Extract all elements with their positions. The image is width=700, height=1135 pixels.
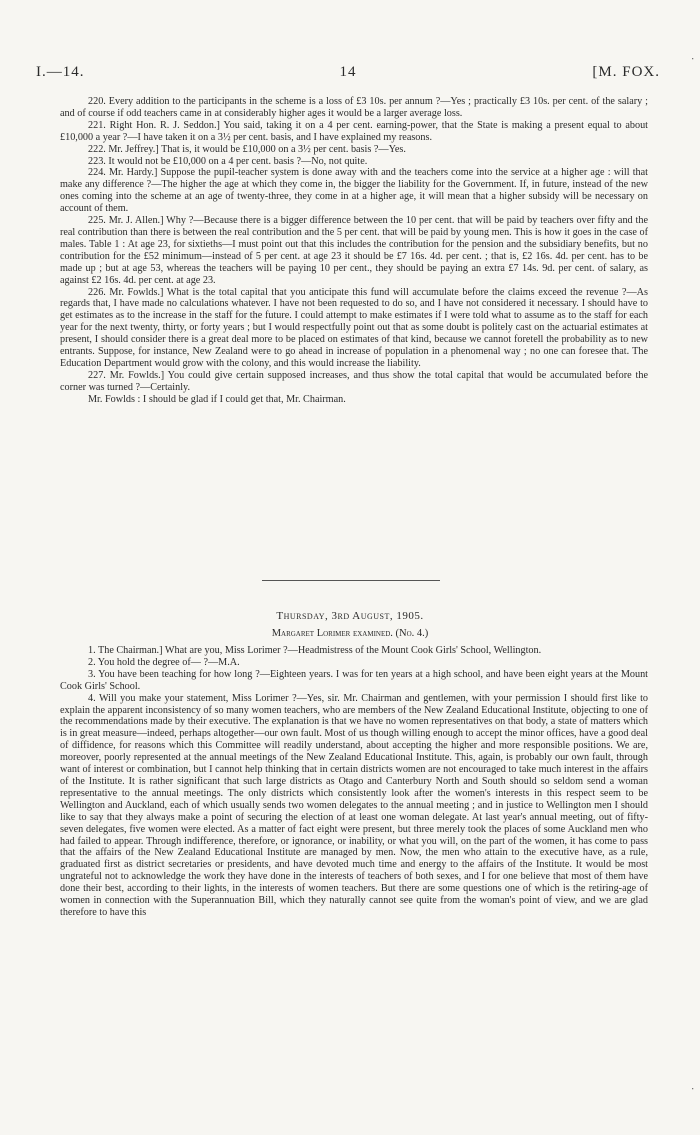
header-witness: [M. FOX. xyxy=(592,64,660,80)
page-header xyxy=(36,64,660,86)
margin-mark-top: ᐧ xyxy=(690,52,694,66)
paragraph: 220. Every addition to the participants in the scheme is a loss of £3 10s. per annum ?—Yes ; practically £3 10s. per cent. of the salary ; and of course if odd teachers came in at considerably higher ages it would be a larger average loss. xyxy=(60,96,648,119)
paragraph: 4. Will you make your statement, Miss Lorimer ?—Yes, sir. Mr. Chairman and gentlemen, with your permission I should first like to explain the apparent inconsistency of so many women teachers, who are members of the New Zealand Educational Institute, objecting to one of the recommendations made by their executive. The explanation is that we have no women representatives on that body, a state of matters which is in great measure—indeed, perhaps altogether—our own fault. Most of us though willing enough to accept the minor offices, have a good deal of diffidence, for reasons which this Committee will readily understand, about accepting the higher and more responsible positions. We are, moreover, poorly represented at the annual meetings of the New Zealand Educational Institute. This, again, is probably our own fault, through want of interest or combination, but I cannot help thinking that in certain districts women are not encouraged to take much interest in the affairs of the Institute. It is rather significant that such large districts as Otago and Canterbury North and South should so seldom send a woman representative to the annual meetings. The only districts which consistently look after the women's interests in this respect seem to be Wellington and Auckland, each of which usually sends two women delegates to the annual meeting ; and in justice to Wellington men I should like to say that they always make a point of securing the election of at least one woman delegate. At last year's annual meeting, out of fifty-seven delegates, five women were elected. As a matter of fact eight were present, but three merely took the places of some Auckland men who had failed to appear. Through indifference, therefore, or ignorance, or inability, or what you will, on the part of the women, it has come to pass that the affairs of the New Zealand Educational Institute are managed by men. Now, the men who attain to the executive have, as a rule, graduated first as district secretaries or presidents, and have devoted much time and energy to the affairs of the Institute. It would be most ungrateful not to acknowledge the work they have done in the interests of teachers of both sexes, and I for one believe that most of them have done their best, according to their lights, in the interests of women teachers. But there are some questions one of which is the retiring-age of women in connection with the Superannuation Bill, which they naturally cannot see quite from the woman's point of view, and we are glad therefore to have this xyxy=(60,692,648,918)
paragraph: 222. Mr. Jeffrey.] That is, it would be £10,000 on a 3½ per cent. basis ?—Yes. xyxy=(88,143,406,155)
witness-heading: Margaret Lorimer examined. (No. 4.) xyxy=(271,628,429,639)
date-heading: Thursday, 3rd August, 1905. xyxy=(276,610,424,622)
paragraph: 226. Mr. Fowlds.] What is the total capital that you anticipate this fund will accumulate before the claims exceed the revenue ?—As regards that, I have made no calculations whatever. I have not been requested to do so, and I have not considered it necessary. I should have to get estimates as to the increase in the staff for the future. I could attempt to make estimates if I were told what to assume as to the staff for each year for the next twenty, thirty, or forty years ; but I would respectfully point out that as some doubt is politely cast on the actuarial estimates at present, I should consider there is a great deal more to be placed on estimates of that kind, because we cannot foretell the probability as to new entrants. Suppose, for instance, New Zealand were to go ahead in increase of population in a phenomenal way ; no one can foresee that. The Education Department would grow with the colony, and this would increase the liability. xyxy=(60,286,648,369)
evidence-section-1 xyxy=(60,96,648,406)
paragraph: 2. You hold the degree of— ?—M.A. xyxy=(88,656,240,668)
paragraph: 223. It would not be £10,000 on a 4 per cent. basis ?—No, not quite. xyxy=(88,155,368,167)
margin-mark-bottom: ᐧ xyxy=(690,1082,694,1096)
header-page-number: 14 xyxy=(339,64,357,80)
paragraph: 1. The Chairman.] What are you, Miss Lorimer ?—Headmistress of the Mount Cook Girls' School, Wellington. xyxy=(88,645,542,656)
paragraph: Mr. Fowlds : I should be glad if I could get that, Mr. Chairman. xyxy=(88,393,346,405)
paragraph: 227. Mr. Fowlds.] You could give certain supposed increases, and thus show the total capital that would be accumulated before the corner was turned ?—Certainly. xyxy=(60,369,648,393)
paragraph: 221. Right Hon. R. J. Seddon.] You said, taking it on a 4 per cent. earning-power, that the State is making a present equal to about £10,000 a year ?—I have taken it on a 3½ per cent. basis, and I have explained my reasons. xyxy=(60,119,648,143)
paragraph: 224. Mr. Hardy.] Suppose the pupil-teacher system is done away with and the teachers come into the service at a higher age : will that make any difference ?—The higher the age at which they come in, the bigger the liability for the Government. If, in future, instead of the new ones coming into the scheme at an age of twenty-three, they come in at a higher age, it will mean that a higher subsidy will be necessary on account of them. xyxy=(60,167,648,215)
paragraph: 225. Mr. J. Allen.] Why ?—Because there is a bigger difference between the 10 per cent. that will be paid by teachers over fifty and the real contribution than there is between the real contribution and the 5 per cent. that will be paid by young men. This is how it goes in the case of males. Table 1 : At age 23, for sixtieths—I must point out that this includes the contribution for the pension and the subsidiary benefits, but no contribution for the £52 minimum—instead of 5 per cent. at age 23 it should be £7 16s. 4d. per cent. ; that is, £2 16s. 4d. per cent. has to be made up ; but at age 53, whereas the teachers will be paying 10 per cent., they should be paying an extra £7 14s. 9d. per cent. of salary, as against £2 16s. 4d. per cent. at age 23. xyxy=(60,215,648,286)
header-paper-ref: I.—14. xyxy=(36,64,85,80)
evidence-section-2 xyxy=(60,645,648,919)
paragraph: 3. You have been teaching for how long ?—Eighteen years. I was for ten years at a high school, and have been eight years at the Mount Cook Girls' School. xyxy=(60,668,648,692)
section-divider xyxy=(262,580,440,581)
